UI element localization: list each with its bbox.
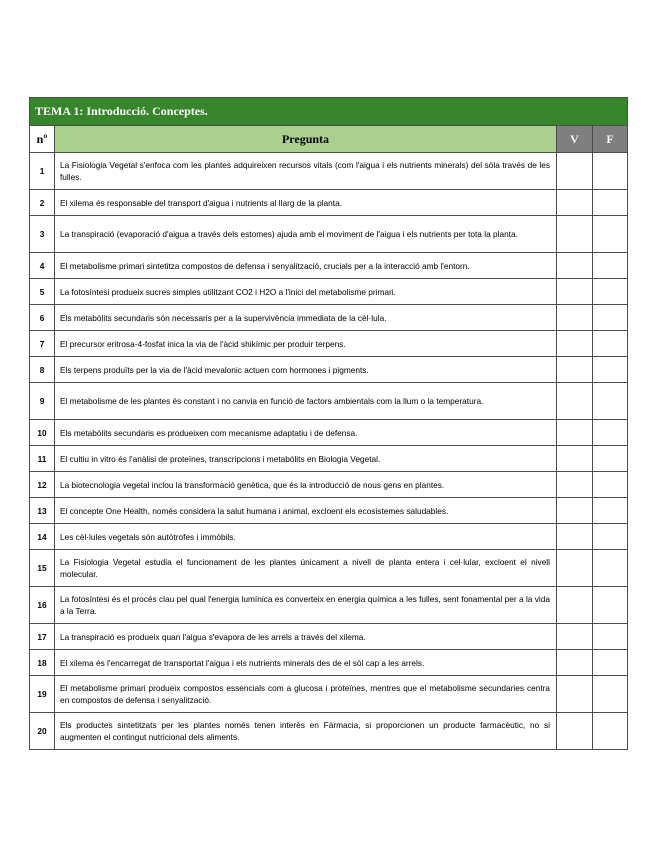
answer-true-cell[interactable] [557, 253, 593, 279]
header-question: Pregunta [55, 126, 557, 153]
table-row [30, 279, 628, 305]
answer-false-cell[interactable] [593, 357, 628, 383]
answer-true-cell[interactable] [557, 216, 593, 253]
answer-true-cell[interactable] [557, 357, 593, 383]
answer-true-cell[interactable] [557, 472, 593, 498]
question-text: El precursor eritrosa-4-fosfat inica la via de l'àcid shikímic per produir terpens. [55, 331, 557, 357]
question-number: 20 [30, 713, 55, 750]
question-number: 10 [30, 420, 55, 446]
question-text: El metabolisme de les plantes és constant i no canvia en funció de factors ambientals com la llum o la temperatura. [55, 383, 557, 420]
table-row [30, 153, 628, 190]
question-text: El xilema és l'encarregat de transportat l'aigua i els nutrients minerals des de el sòl cap a les arrels. [55, 650, 557, 676]
question-text: El metabolisme primari sintetitza compostos de defensa i senyalització, crucials per a la interacció amb l'entorn. [55, 253, 557, 279]
header-false: F [593, 126, 628, 153]
question-number: 2 [30, 190, 55, 216]
header-number: nº [30, 126, 55, 153]
question-number: 11 [30, 446, 55, 472]
question-number: 7 [30, 331, 55, 357]
question-text: El concepte One Health, només considera la salut humana i animal, excloent els ecosistemes saludables. [55, 498, 557, 524]
answer-false-cell[interactable] [593, 524, 628, 550]
answer-true-cell[interactable] [557, 676, 593, 713]
answer-false-cell[interactable] [593, 253, 628, 279]
question-text: La Fisiologia Vegetal estudia el funcionament de les plantes únicament a nivell de planta entera i cel·lular, excloent el nivell molecular. [55, 550, 557, 587]
table-row [30, 331, 628, 357]
table-row [30, 713, 628, 750]
answer-false-cell[interactable] [593, 216, 628, 253]
answer-false-cell[interactable] [593, 153, 628, 190]
answer-true-cell[interactable] [557, 153, 593, 190]
table-row [30, 550, 628, 587]
table-row [30, 446, 628, 472]
answer-false-cell[interactable] [593, 305, 628, 331]
answer-true-cell[interactable] [557, 383, 593, 420]
answer-true-cell[interactable] [557, 713, 593, 750]
table-row [30, 587, 628, 624]
answer-false-cell[interactable] [593, 550, 628, 587]
table-row [30, 472, 628, 498]
question-text: La fotosíntesi és el procés clau pel qual l'energia lumínica es converteix en energia química a les fulles, sent fonamental per a la vida a la Terra. [55, 587, 557, 624]
question-text: La transpiració es produeix quan l'aigua s'evapora de les arrels a través del xilema. [55, 624, 557, 650]
table-row [30, 498, 628, 524]
question-text: La transpiració (evaporació d'aigua a través dels estomes) ajuda amb el moviment de l'aigua i els nutrients per tota la planta. [55, 216, 557, 253]
answer-true-cell[interactable] [557, 446, 593, 472]
question-number: 14 [30, 524, 55, 550]
answer-true-cell[interactable] [557, 190, 593, 216]
answer-false-cell[interactable] [593, 420, 628, 446]
question-text: El cultiu in vitro és l'anàlisi de proteïnes, transcripcions i metabòlits en Biologia Vegetal. [55, 446, 557, 472]
header-row [30, 126, 628, 153]
question-number: 8 [30, 357, 55, 383]
answer-false-cell[interactable] [593, 650, 628, 676]
question-text: El xilema és responsable del transport d'aigua i nutrients al llarg de la planta. [55, 190, 557, 216]
answer-false-cell[interactable] [593, 587, 628, 624]
question-number: 13 [30, 498, 55, 524]
table-row [30, 650, 628, 676]
table-row [30, 524, 628, 550]
answer-true-cell[interactable] [557, 331, 593, 357]
table-row [30, 305, 628, 331]
table-row [30, 624, 628, 650]
table-row [30, 190, 628, 216]
table-row [30, 676, 628, 713]
answer-true-cell[interactable] [557, 305, 593, 331]
table-row [30, 253, 628, 279]
answer-false-cell[interactable] [593, 190, 628, 216]
table-row [30, 216, 628, 253]
answer-false-cell[interactable] [593, 713, 628, 750]
question-number: 4 [30, 253, 55, 279]
answer-false-cell[interactable] [593, 472, 628, 498]
question-number: 17 [30, 624, 55, 650]
quiz-table [29, 97, 628, 750]
question-text: La biotecnologia vegetal inclou la transformació genètica, que és la introducció de nous gens en plantes. [55, 472, 557, 498]
answer-true-cell[interactable] [557, 420, 593, 446]
question-text: La Fisiologia Vegetal s'enfoca com les plantes adquireixen recursos vitals (com l'aigua i els nutrients minerals) del sòla través de les fulles. [55, 153, 557, 190]
answer-false-cell[interactable] [593, 383, 628, 420]
header-true: V [557, 126, 593, 153]
question-number: 3 [30, 216, 55, 253]
question-text: La fotosíntesi produeix sucres simples utilitzant CO2 i H2O a l'inici del metabolisme primari. [55, 279, 557, 305]
table-row [30, 420, 628, 446]
answer-false-cell[interactable] [593, 624, 628, 650]
quiz-sheet [29, 97, 627, 750]
question-text: Els productes sintetitzats per les plantes només tenen interès en Fàrmacia, si proporcionen un producte farmacèutic, no si augmenten el contingut nutricional dels aliments. [55, 713, 557, 750]
question-number: 1 [30, 153, 55, 190]
table-row [30, 383, 628, 420]
question-text: Els metabòlits secundaris són necessaris per a la supervivència immediata de la cèl·lula. [55, 305, 557, 331]
question-text: El metabolisme primari produeix compostos essencials com a glucosa i proteïnes, mentres que el metabolisme secundaries centra en compostos de defensa i senyalització. [55, 676, 557, 713]
answer-true-cell[interactable] [557, 279, 593, 305]
question-number: 9 [30, 383, 55, 420]
question-number: 16 [30, 587, 55, 624]
answer-true-cell[interactable] [557, 550, 593, 587]
answer-true-cell[interactable] [557, 524, 593, 550]
question-text: Els terpens produïts per la via de l'àcid mevalonic actuen com hormones i pigments. [55, 357, 557, 383]
answer-true-cell[interactable] [557, 498, 593, 524]
answer-false-cell[interactable] [593, 279, 628, 305]
answer-true-cell[interactable] [557, 587, 593, 624]
question-number: 5 [30, 279, 55, 305]
question-number: 15 [30, 550, 55, 587]
title-row [30, 98, 628, 126]
answer-true-cell[interactable] [557, 624, 593, 650]
answer-false-cell[interactable] [593, 446, 628, 472]
question-number: 19 [30, 676, 55, 713]
answer-true-cell[interactable] [557, 650, 593, 676]
answer-false-cell[interactable] [593, 331, 628, 357]
table-row [30, 357, 628, 383]
question-text: Les cèl·lules vegetals són autòtrofes i immòbils. [55, 524, 557, 550]
question-number: 18 [30, 650, 55, 676]
question-number: 6 [30, 305, 55, 331]
answer-false-cell[interactable] [593, 676, 628, 713]
question-text: Els metabòlits secundaris es produeixen com mecanisme adaptatiu i de defensa. [55, 420, 557, 446]
table-title: TEMA 1: Introducció. Conceptes. [30, 98, 628, 126]
answer-false-cell[interactable] [593, 498, 628, 524]
question-number: 12 [30, 472, 55, 498]
